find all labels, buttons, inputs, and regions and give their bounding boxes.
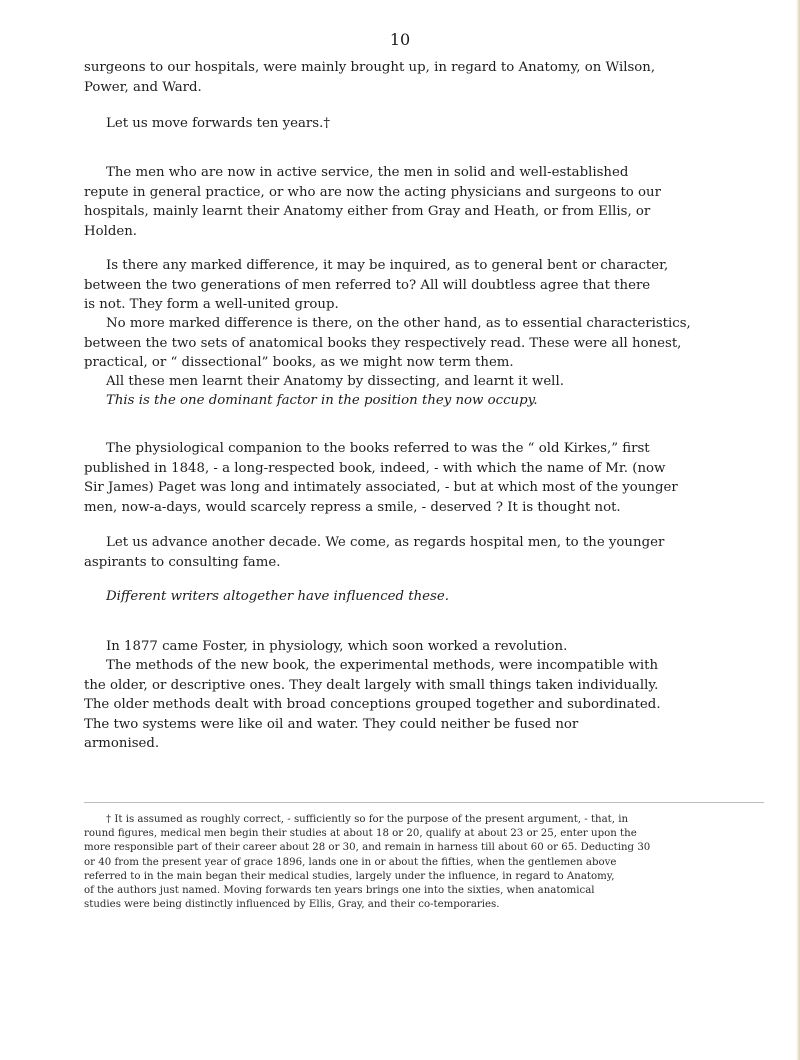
paragraph-3-line-3: hospitals, mainly learnt their Anatomy either from Gray and Heath, or from Ellis, or [84,204,651,219]
paragraph-5-line-2: between the two sets of anatomical books they respectively read. These were all honest, [84,335,682,351]
paragraph-12-line-4: The two systems were like oil and water. They could neither be fused nor [84,716,579,732]
paragraph-1-line-2: Power, and Ward. [84,79,202,95]
footnote-line-3: more responsible part of their career about 28 or 30, and remain in harness till about 60 or 65. Deducting 30 [84,842,651,854]
paragraph-3-line-4: Holden. [84,223,138,239]
paragraph-6 [84,372,766,392]
paragraph-8-line-2: published in 1848, - a long-respected book, indeed, - with which the name of Mr. (now [84,460,666,476]
paragraph-3-line-2: repute in general practice, or who are now the acting physicians and surgeons to our [84,184,661,200]
paragraph-12 [84,656,766,754]
paragraph-9-line-2: aspirants to consulting fame. [84,554,281,570]
footnote-line-1: † It is assumed as roughly correct, - sufficiently so for the purpose of the present argument, - that, in [106,814,629,825]
footnote-divider [84,802,764,803]
page-edge-shadow [796,0,800,1060]
paragraph-7 [84,391,766,411]
paragraph-7-line-1: This is the one dominant factor in the position they now occupy. [106,393,538,408]
paragraph-10-line-1: Different writers altogether have influenced these. [106,589,449,604]
paragraph-8 [84,439,766,517]
footnote-line-6: of the authors just named. Moving forwards ten years brings one into the sixties, when anatomical [84,885,595,897]
paragraph-8-line-4: men, now-a-days, would scarcely repress a smile, - deserved ? It is thought not. [84,499,621,515]
paragraph-5-line-1: No more marked difference is there, on the other hand, as to essential characteristics, [106,316,691,331]
paragraph-11 [84,637,766,657]
footnote-line-7: studies were being distinctly influenced by Ellis, Gray, and their co-temporaries. [84,899,500,911]
paragraph-11-line-1: In 1877 came Foster, in physiology, which soon worked a revolution. [106,639,568,654]
paragraph-2-line-1: Let us move forwards ten years.† [106,116,330,131]
paragraph-8-line-1: The physiological companion to the books referred to was the “ old Kirkes,” first [106,441,650,456]
paragraph-5-line-3: practical, or “ dissectional” books, as we might now term them. [84,355,514,370]
footnote [84,813,766,912]
paragraph-6-line-1: All these men learnt their Anatomy by dissecting, and learnt it well. [106,374,564,389]
paragraph-9 [84,533,766,572]
paragraph-4-line-3: is not. They form a well-united group. [84,297,339,312]
paragraph-12-line-5: armonised. [84,736,160,751]
footnote-line-2: round figures, medical men begin their studies at about 18 or 20, qualify at about 23 or 25, enter upon the [84,828,637,840]
paragraph-3 [84,163,766,241]
page-number: 10 [389,30,411,49]
paragraph-9-line-1: Let us advance another decade. We come, as regards hospital men, to the younger [106,535,665,550]
paragraph-3-line-1: The men who are now in active service, the men in solid and well-established [106,165,629,180]
paragraph-4 [84,256,766,315]
paragraph-12-line-2: the older, or descriptive ones. They dealt largely with small things taken individually. [84,677,659,693]
paragraph-12-line-1: The methods of the new book, the experimental methods, were incompatible with [106,658,659,673]
footnote-line-5: referred to in the main began their medical studies, largely under the influence, in regard to Anatomy, [84,870,615,882]
footnote-line-4: or 40 from the present year of grace 1896, lands one in or about the fifties, when the gentlemen above [84,856,617,868]
paragraph-1-line-1: surgeons to our hospitals, were mainly brought up, in regard to Anatomy, on Wilson, [84,60,656,75]
paragraph-5 [84,314,766,373]
paragraph-10 [84,587,766,607]
paragraph-12-line-3: The older methods dealt with broad conceptions grouped together and subordinated. [84,697,661,712]
paragraph-4-line-2: between the two generations of men referred to? All will doubtless agree that there [84,277,651,293]
paragraph-1 [84,58,766,97]
paragraph-2 [84,114,766,134]
paragraph-8-line-3: Sir James) Paget was long and intimately associated, - but at which most of the younger [84,480,678,495]
paragraph-4-line-1: Is there any marked difference, it may be inquired, as to general bent or character, [106,258,669,273]
